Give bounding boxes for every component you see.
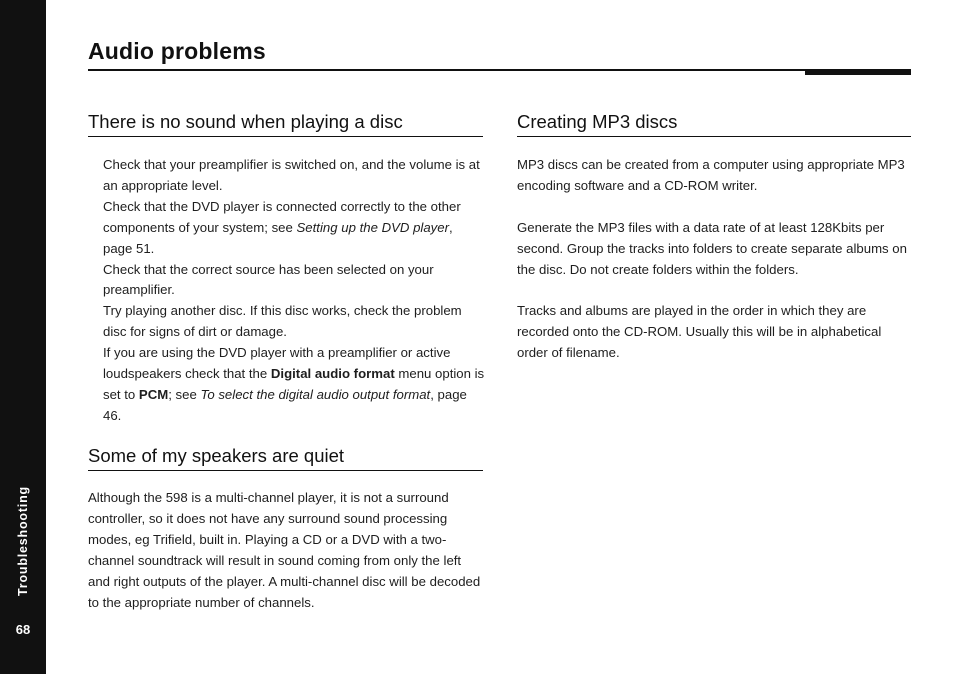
- heading-no-sound: There is no sound when playing a disc: [88, 111, 483, 137]
- heading-speakers-quiet: Some of my speakers are quiet: [88, 445, 483, 471]
- mp3-paragraph: MP3 discs can be created from a computer using appropriate MP3 encoding software and a CD-ROM writer.: [517, 157, 905, 193]
- sidebar: [0, 0, 46, 674]
- speakers-quiet-paragraph: Although the 598 is a multi-channel player, it is not a surround controller, so it does not have any surround sound processing modes, eg Trifield, built in. Playing a CD or a DVD with a two-channel soundtrack will result in sound coming from only the left and right outputs of the player. A multi-channel disc will be decoded to the appropriate number of channels.: [88, 490, 481, 610]
- title-accent-bar: [805, 69, 911, 75]
- mp3-discs-text: [517, 155, 911, 364]
- speakers-quiet-text: [88, 488, 484, 613]
- sidebar-section-label: Troubleshooting: [16, 486, 30, 596]
- no-sound-text: [103, 155, 485, 427]
- mp3-paragraph: Tracks and albums are played in the order in which they are recorded onto the CD-ROM. Usually this will be in alphabetical order of filename.: [517, 303, 882, 361]
- no-sound-paragraph: Check that the DVD player is connected correctly to the other components of your system; see Setting up the DVD player, page 51.: [103, 198, 461, 256]
- title-rule: [88, 69, 911, 71]
- no-sound-paragraph: Check that your preamplifier is switched on, and the volume is at an appropriate level.: [103, 157, 480, 193]
- page-number: 68: [15, 622, 31, 637]
- heading-mp3-discs: Creating MP3 discs: [517, 111, 911, 137]
- mp3-paragraph: Generate the MP3 files with a data rate of at least 128Kbits per second. Group the tracks into folders to create separate albums on the disc. Do not create folders within the folders.: [517, 219, 907, 277]
- page-title: Audio problems: [88, 38, 266, 64]
- no-sound-paragraph: Check that the correct source has been selected on your preamplifier.: [103, 261, 434, 298]
- no-sound-paragraph: If you are using the DVD player with a preamplifier or active loudspeakers check that the Digital audio format menu option is set to PCM; see To select the digital audio output format, page 46.: [103, 345, 485, 423]
- no-sound-paragraph: Try playing another disc. If this disc works, check the problem disc for signs of dirt or damage.: [103, 303, 462, 340]
